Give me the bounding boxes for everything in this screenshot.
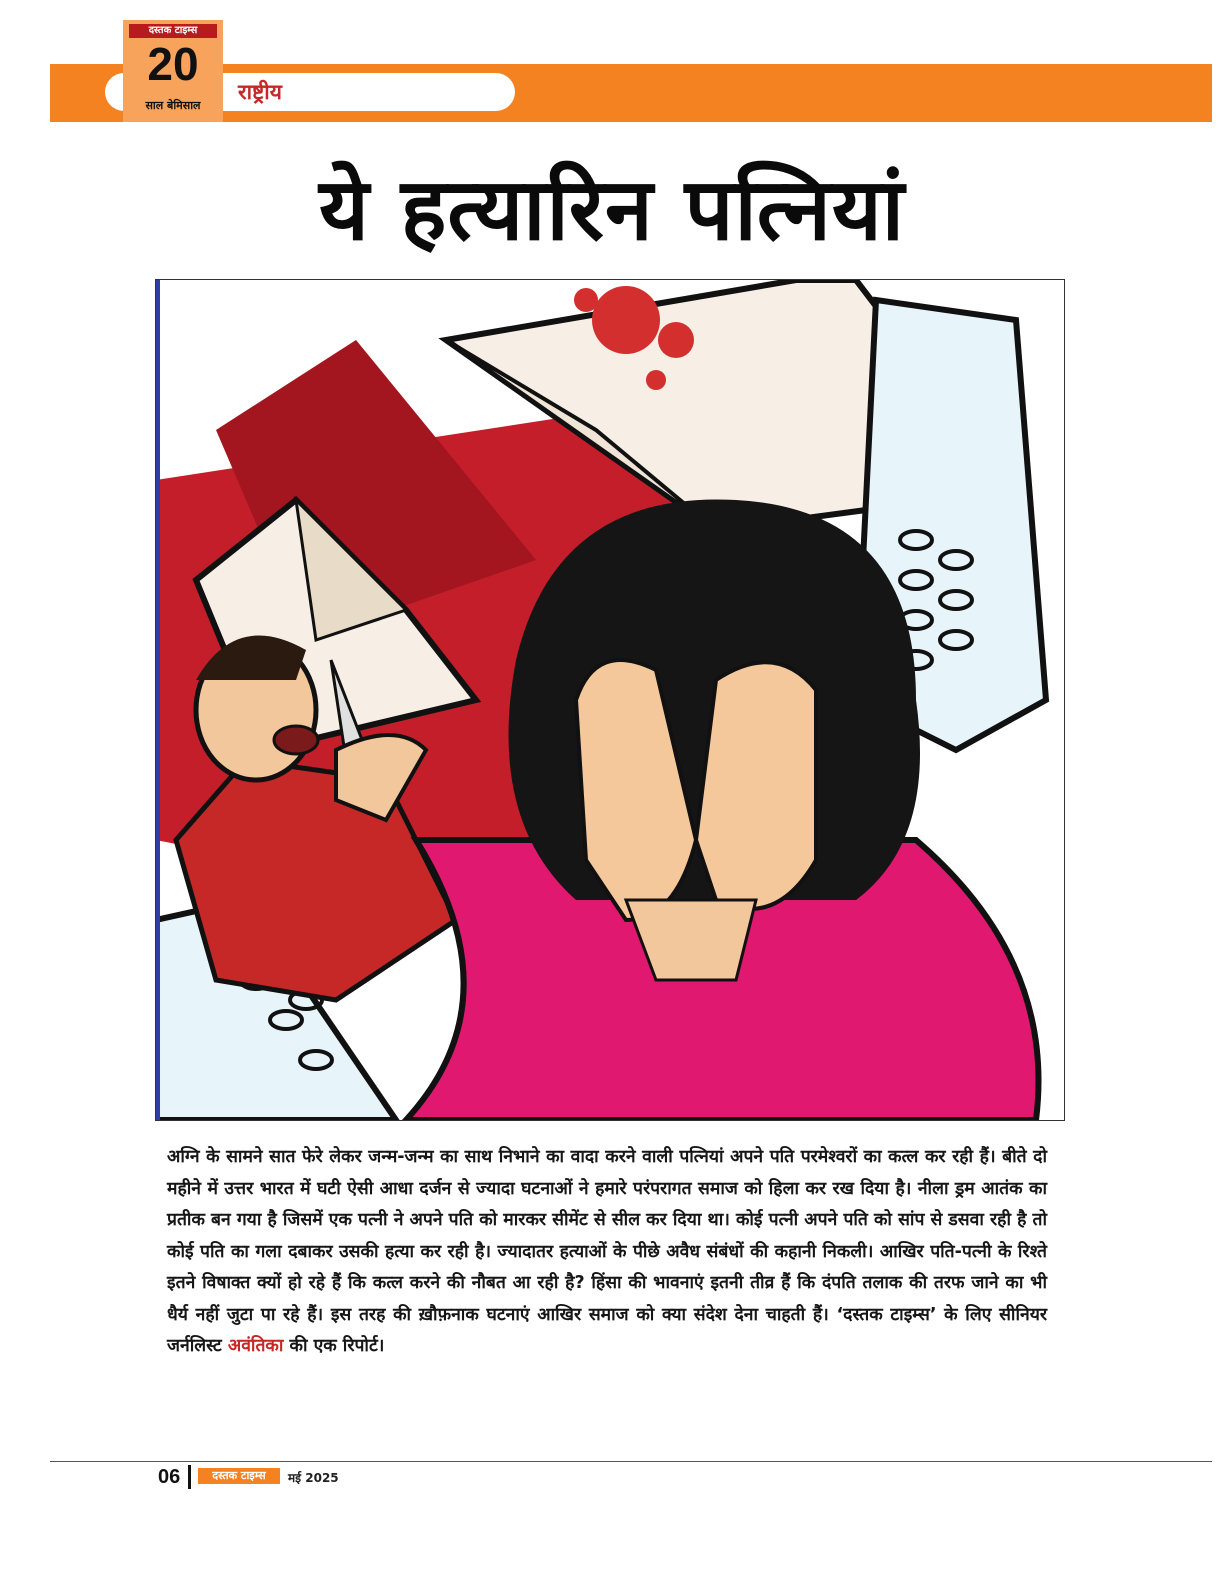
standfirst-text: अग्नि के सामने सात फेरे लेकर जन्म-जन्म का साथ निभाने का वादा करने वाली पत्नियां अपने पति परमेश्वरों का कत्ल कर रही हैं। बीते दो महीने में उत्तर भारत में घटी ऐसी आधा दर्जन से ज्यादा घटनाओं ने हमारे परंपरागत समाज को हिला कर रख दिया है। नीला ड्रम आतंक का प्रतीक बन गया है जिसमें एक पत्नी ने अपने पति को मारकर सीमेंट से सील कर दिया था। कोई पत्नी अपने पति को सांप से डसवा रही है तो कोई पति का गला दबाकर उसकी हत्या कर रही है। ज्यादातर हत्याओं के पीछे अवैध संबंधों की कहानी निकली। आखिर पति-पत्नी के रिश्ते इतने विषाक्त क्यों हो रहे हैं कि कत्ल करने की नौबत आ रही है? हिंसा की भावनाएं इतनी तीव्र हैं कि दंपति तलाक की तरफ जाने का भी धैर्य नहीं जुटा पा रहे हैं। इस तरह की ख़ौफ़नाक घटनाएं आखिर समाज को क्या संदेश देना चाहती हैं। ‘दस्तक टाइम्स’ के लिए सीनियर जर्नलिस्ट [167,1147,1047,1356]
footer-issue-date: मई 2025 [288,1471,339,1485]
anniversary-badge [123,20,223,122]
standfirst-end: की एक रिपोर्ट। [289,1336,385,1356]
article-standfirst [167,1142,1047,1363]
footer-brand-logo: दस्तक टाइम्स [198,1468,280,1484]
section-label[interactable]: राष्ट्रीय [238,80,282,104]
badge-number: 20 [147,38,199,90]
footer-separator [188,1465,191,1489]
badge-brand-logo: दस्तक टाइम्स [129,24,217,38]
author-name[interactable]: अवंतिका [227,1336,284,1356]
page-number: 06 [158,1466,181,1488]
badge-subtitle: साल बेमिसाल [145,99,201,112]
article-illustration [155,279,1065,1121]
footer-divider [50,1461,1212,1462]
article-headline: ये हत्यारिन पत्नियां [318,160,906,260]
